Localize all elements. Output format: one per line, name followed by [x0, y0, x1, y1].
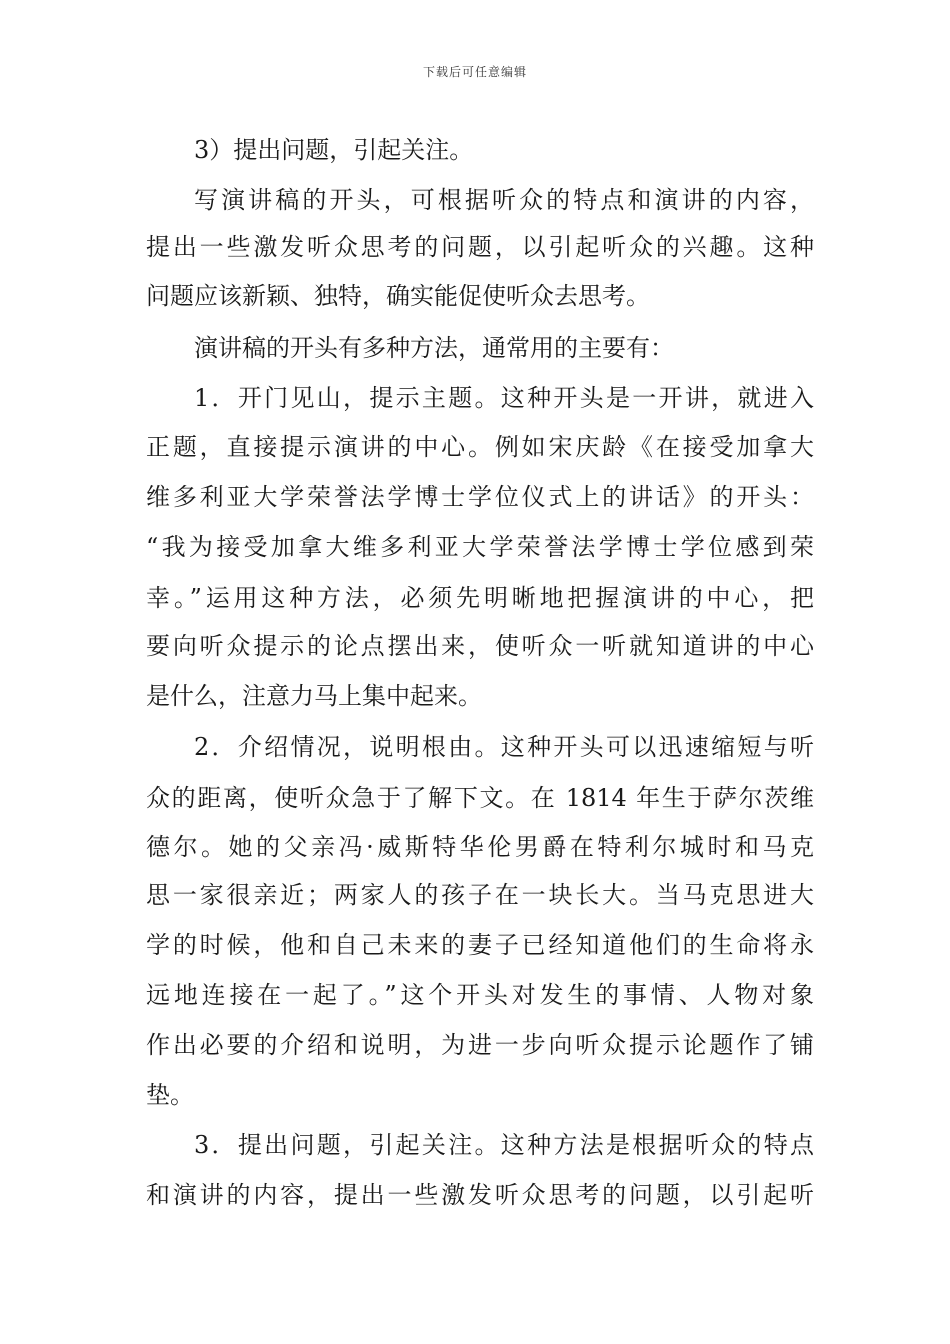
- page-header: 下载后可任意编辑: [422, 65, 527, 79]
- text-line: 和演讲的内容，提出一些激发听众思考的问题，以引起听: [146, 1181, 814, 1209]
- text-line: 问题应该新颖、独特，确实能促使听众去思考。: [146, 282, 650, 310]
- text-line: “我为接受加拿大维多利亚大学荣誉法学博士学位感到荣: [146, 533, 814, 561]
- text-line: 2．介绍情况，说明根由。这种开头可以迅速缩短与听: [194, 733, 814, 761]
- text-line: 提出一些激发听众思考的问题，以引起听众的兴趣。这种: [146, 233, 814, 261]
- text-line: 写演讲稿的开头，可根据听众的特点和演讲的内容，: [194, 186, 814, 214]
- text-line: 是什么，注意力马上集中起来。: [146, 682, 482, 710]
- text-line: 学的时候，他和自己未来的妻子已经知道他们的生命将永: [146, 931, 814, 959]
- text-line: 德尔。她的父亲冯·威斯特华伦男爵在特利尔城时和马克: [146, 833, 814, 861]
- text-line: 正题，直接提示演讲的中心。例如宋庆龄《在接受加拿大: [146, 433, 814, 461]
- text-line: 维多利亚大学荣誉法学博士学位仪式上的讲话》的开头：: [146, 483, 814, 511]
- text-line: 作出必要的介绍和说明，为进一步向听众提示论题作了铺: [146, 1031, 814, 1059]
- text-line: 思一家很亲近；两家人的孩子在一块长大。当马克思进大: [146, 881, 814, 909]
- text-line: 1．开门见山，提示主题。这种开头是一开讲，就进入: [194, 384, 814, 412]
- text-line: 3．提出问题，引起关注。这种方法是根据听众的特点: [194, 1131, 814, 1159]
- text-line: 幸。”运用这种方法，必须先明晰地把握演讲的中心，把: [146, 584, 814, 612]
- text-line: 要向听众提示的论点摆出来，使听众一听就知道讲的中心: [146, 632, 814, 660]
- text-line: 3）提出问题，引起关注。: [194, 136, 474, 164]
- text-line: 垫。: [146, 1081, 194, 1109]
- text-line: 众的距离，使听众急于了解下文。在 1814 年生于萨尔茨维: [146, 784, 814, 812]
- text-line: 远地连接在一起了。”这个开头对发生的事情、人物对象: [146, 981, 814, 1009]
- text-line: 演讲稿的开头有多种方法，通常用的主要有：: [194, 334, 674, 362]
